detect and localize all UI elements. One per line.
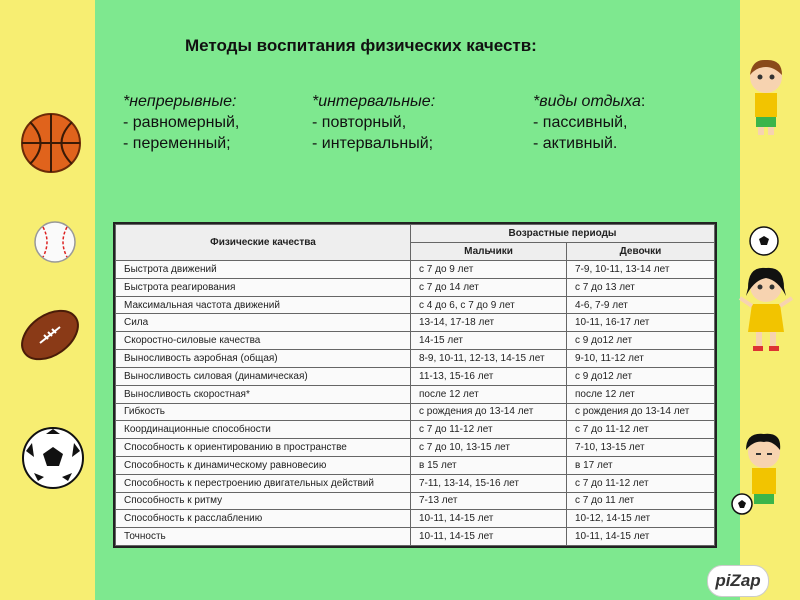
cell-boys: после 12 лет bbox=[411, 385, 567, 403]
cell-boys: 13-14, 17-18 лет bbox=[411, 314, 567, 332]
cell-girls: с 9 до12 лет bbox=[567, 332, 715, 350]
cell-girls: с 7 до 11 лет bbox=[567, 492, 715, 510]
table-row bbox=[116, 350, 715, 368]
cell-quality: Быстрота реагирования bbox=[116, 278, 411, 296]
cell-boys: 10-11, 14-15 лет bbox=[411, 510, 567, 528]
cell-quality: Гибкость bbox=[116, 403, 411, 421]
cell-boys: с 7 до 10, 13-15 лет bbox=[411, 439, 567, 457]
cell-girls: в 17 лет bbox=[567, 456, 715, 474]
cell-quality: Выносливость скоростная* bbox=[116, 385, 411, 403]
cell-quality: Точность bbox=[116, 528, 411, 546]
cell-girls: с 7 до 11-12 лет bbox=[567, 421, 715, 439]
cell-boys: 8-9, 10-11, 12-13, 14-15 лет bbox=[411, 350, 567, 368]
age-periods-table bbox=[113, 222, 717, 548]
cell-boys: в 15 лет bbox=[411, 456, 567, 474]
method-group-continuous bbox=[123, 91, 239, 154]
cell-girls: 7-9, 10-11, 13-14 лет bbox=[567, 261, 715, 279]
table-row bbox=[116, 278, 715, 296]
cell-boys: 7-13 лет bbox=[411, 492, 567, 510]
cell-quality: Быстрота движений bbox=[116, 261, 411, 279]
method-item: - интервальный; bbox=[312, 135, 434, 152]
table-row bbox=[116, 296, 715, 314]
table-row bbox=[116, 474, 715, 492]
heading-colon: : bbox=[640, 93, 646, 110]
cell-quality: Максимальная частота движений bbox=[116, 296, 411, 314]
table-row bbox=[116, 261, 715, 279]
table-row bbox=[116, 492, 715, 510]
method-item: - повторный, bbox=[312, 114, 407, 131]
cartoon-boy-crying-icon bbox=[730, 430, 792, 516]
cell-girls: 4-6, 7-9 лет bbox=[567, 296, 715, 314]
cell-boys: 7-11, 13-14, 15-16 лет bbox=[411, 474, 567, 492]
cartoon-boy-icon bbox=[742, 55, 790, 137]
cell-quality: Выносливость аэробная (общая) bbox=[116, 350, 411, 368]
table-row bbox=[116, 403, 715, 421]
table-row bbox=[116, 314, 715, 332]
cell-quality: Скоростно-силовые качества bbox=[116, 332, 411, 350]
cell-boys: 11-13, 15-16 лет bbox=[411, 367, 567, 385]
cell-quality: Способность к ритму bbox=[116, 492, 411, 510]
soccer-ball-icon bbox=[20, 425, 86, 491]
slide-title: Методы воспитания физических качеств: bbox=[185, 36, 537, 55]
method-group-heading: *непрерывные: bbox=[123, 93, 237, 110]
cell-girls: с 7 до 13 лет bbox=[567, 278, 715, 296]
cell-boys: с рождения до 13-14 лет bbox=[411, 403, 567, 421]
baseball-icon bbox=[33, 220, 77, 264]
basketball-icon bbox=[20, 112, 82, 174]
method-group-rest bbox=[533, 91, 645, 154]
cell-quality: Способность к динамическому равновесию bbox=[116, 456, 411, 474]
cell-girls: 10-12, 14-15 лет bbox=[567, 510, 715, 528]
table-row bbox=[116, 528, 715, 546]
cell-girls: с 7 до 11-12 лет bbox=[567, 474, 715, 492]
cell-quality: Способность к ориентированию в пространстве bbox=[116, 439, 411, 457]
method-group-heading: *интервальные: bbox=[312, 93, 436, 110]
method-group-interval bbox=[312, 91, 435, 154]
small-soccer-ball-icon bbox=[748, 225, 780, 257]
table-row bbox=[116, 385, 715, 403]
cell-boys: 10-11, 14-15 лет bbox=[411, 528, 567, 546]
cell-quality: Сила bbox=[116, 314, 411, 332]
american-football-icon bbox=[16, 305, 84, 365]
cell-boys: с 7 до 9 лет bbox=[411, 261, 567, 279]
cell-girls: 7-10, 13-15 лет bbox=[567, 439, 715, 457]
cell-boys: с 7 до 11-12 лет bbox=[411, 421, 567, 439]
cell-quality: Способность к перестроению двигательных действий bbox=[116, 474, 411, 492]
table-row bbox=[116, 439, 715, 457]
pizap-watermark: piZap bbox=[707, 565, 769, 597]
cell-girls: после 12 лет bbox=[567, 385, 715, 403]
cartoon-girl-icon bbox=[738, 262, 794, 354]
header-periods: Возрастные периоды bbox=[411, 225, 715, 243]
header-girls: Девочки bbox=[567, 243, 715, 261]
cell-quality: Выносливость силовая (динамическая) bbox=[116, 367, 411, 385]
method-item: - переменный; bbox=[123, 135, 231, 152]
method-group-heading: *виды отдыха bbox=[533, 93, 641, 110]
table-row bbox=[116, 510, 715, 528]
cell-girls: 10-11, 14-15 лет bbox=[567, 528, 715, 546]
cell-girls: 9-10, 11-12 лет bbox=[567, 350, 715, 368]
cell-boys: с 4 до 6, с 7 до 9 лет bbox=[411, 296, 567, 314]
table-row bbox=[116, 367, 715, 385]
cell-quality: Способность к расслаблению bbox=[116, 510, 411, 528]
cell-girls: с рождения до 13-14 лет bbox=[567, 403, 715, 421]
method-item: - пассивный, bbox=[533, 114, 628, 131]
cell-girls: 10-11, 16-17 лет bbox=[567, 314, 715, 332]
cell-boys: с 7 до 14 лет bbox=[411, 278, 567, 296]
table-row bbox=[116, 421, 715, 439]
cell-girls: с 9 до12 лет bbox=[567, 367, 715, 385]
cell-boys: 14-15 лет bbox=[411, 332, 567, 350]
method-item: - равномерный, bbox=[123, 114, 240, 131]
table-row bbox=[116, 456, 715, 474]
header-boys: Мальчики bbox=[411, 243, 567, 261]
table-row bbox=[116, 332, 715, 350]
cell-quality: Координационные способности bbox=[116, 421, 411, 439]
method-item: - активный. bbox=[533, 135, 618, 152]
header-quality: Физические качества bbox=[116, 225, 411, 261]
